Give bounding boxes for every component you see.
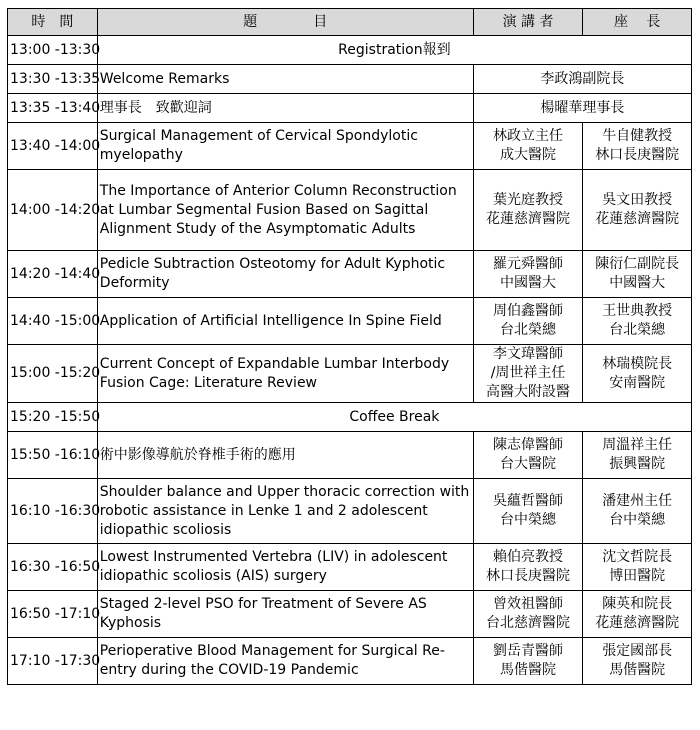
time-cell: 16:50 -17:10 [8, 591, 98, 638]
header-row [8, 9, 692, 36]
table-row [8, 479, 692, 544]
table-row [8, 170, 692, 251]
chair-name: 周溫祥主任 [602, 437, 673, 453]
chair-name: 潘建州主任 [602, 493, 673, 509]
speaker-chair-merged: 李政鴻副院長 [473, 65, 691, 94]
topic-cell: Current Concept of Expandable Lumbar Interbody Fusion Cage: Literature Review [97, 345, 473, 403]
speaker-affiliation: 花蓮慈濟醫院 [486, 211, 571, 227]
chair-cell [583, 544, 692, 591]
speaker-affiliation: 馬偕醫院 [500, 662, 557, 678]
header-speaker: 演 講 者 [473, 9, 583, 36]
speaker-affiliation: 中國醫大 [500, 275, 557, 291]
time-cell: 13:00 -13:30 [8, 36, 98, 65]
speaker-name: 周伯鑫醫師 [493, 303, 564, 319]
time-cell: 16:30 -16:50 [8, 544, 98, 591]
table-row [8, 298, 692, 345]
time-cell: 13:35 -13:40 [8, 94, 98, 123]
table-row [8, 345, 692, 403]
topic-cell: 理事長 致歡迎詞 [97, 94, 473, 123]
chair-cell [583, 251, 692, 298]
topic-cell: Perioperative Blood Management for Surgical Re-entry during the COVID-19 Pandemic [97, 638, 473, 685]
chair-name: 牛自健教授 [602, 128, 673, 144]
chair-cell [583, 591, 692, 638]
speaker-cell [473, 544, 583, 591]
topic-cell: 術中影像導航於脊椎手術的應用 [97, 432, 473, 479]
table-row [8, 94, 692, 123]
chair-affiliation: 博田醫院 [609, 568, 666, 584]
topic-cell: Shoulder balance and Upper thoracic correction with robotic assistance in Lenke 1 and 2 adolescent idiopathic scoliosis [97, 479, 473, 544]
speaker-affiliation: 台北慈濟醫院 [486, 615, 571, 631]
chair-cell [583, 638, 692, 685]
speaker-cell [473, 251, 583, 298]
speaker-cell [473, 123, 583, 170]
table-row [8, 403, 692, 432]
speaker-cell [473, 345, 583, 403]
table-row [8, 591, 692, 638]
table-row [8, 65, 692, 94]
time-cell: 17:10 -17:30 [8, 638, 98, 685]
chair-cell [583, 170, 692, 251]
speaker-name: 賴伯亮教授 [493, 549, 564, 565]
chair-name: 林瑞模院長 [602, 355, 673, 372]
topic-cell: Staged 2-level PSO for Treatment of Severe AS Kyphosis [97, 591, 473, 638]
chair-affiliation: 馬偕醫院 [609, 662, 666, 678]
chair-affiliation: 台中榮總 [609, 512, 666, 528]
speaker-name: 吳蘊哲醫師 [493, 493, 564, 509]
header-time: 時 間 [8, 9, 98, 36]
time-cell: 16:10 -16:30 [8, 479, 98, 544]
chair-cell [583, 432, 692, 479]
speaker-name: 李文瑋醫師 [493, 346, 564, 362]
chair-cell [583, 345, 692, 403]
agenda-table-container [7, 8, 692, 685]
speaker-cell [473, 638, 583, 685]
chair-name: 王世典教授 [602, 303, 673, 319]
table-row [8, 544, 692, 591]
speaker-name: 陳志偉醫師 [493, 437, 564, 453]
speaker-affiliation: 台北榮總 [500, 322, 557, 338]
agenda-table [7, 8, 692, 685]
table-row [8, 251, 692, 298]
topic-cell: Welcome Remarks [97, 65, 473, 94]
chair-affiliation: 振興醫院 [609, 456, 666, 472]
chair-name: 陳英和院長 [602, 596, 673, 612]
speaker-cell [473, 591, 583, 638]
table-row [8, 36, 692, 65]
speaker-cell [473, 479, 583, 544]
speaker-name: 劉岳青醫師 [493, 643, 564, 659]
speaker-affiliation: 高醫大附設醫 [486, 384, 571, 400]
topic-cell: The Importance of Anterior Column Reconstruction at Lumbar Segmental Fusion Based on Sagittal Alignment Study of the Asymptomatic Adults [97, 170, 473, 251]
table-row [8, 123, 692, 170]
header-topic: 題 目 [97, 9, 473, 36]
speaker-name: 葉光庭教授 [493, 192, 564, 208]
speaker-name: 林政立主任 [493, 128, 564, 144]
speaker-name: 曾效祖醫師 [493, 596, 564, 612]
time-cell: 15:50 -16:10 [8, 432, 98, 479]
time-cell: 15:00 -15:20 [8, 345, 98, 403]
speaker-cell [473, 432, 583, 479]
speaker-cell [473, 298, 583, 345]
speaker-affiliation: 台中榮總 [500, 512, 557, 528]
chair-affiliation: 花蓮慈濟醫院 [595, 615, 680, 631]
chair-cell [583, 298, 692, 345]
chair-name: 陳衍仁副院長 [595, 256, 680, 272]
chair-cell [583, 123, 692, 170]
table-row [8, 638, 692, 685]
chair-affiliation: 中國醫大 [609, 275, 666, 291]
table-row [8, 432, 692, 479]
speaker-cell [473, 170, 583, 251]
chair-name: 吳文田教授 [602, 192, 673, 208]
chair-affiliation: 林口長庚醫院 [595, 147, 680, 163]
chair-name: 張定國部長 [602, 643, 673, 659]
topic-cell: Application of Artificial Intelligence In Spine Field [97, 298, 473, 345]
chair-affiliation: 花蓮慈濟醫院 [595, 211, 680, 227]
span-cell: Registration報到 [97, 36, 691, 65]
chair-name: 沈文哲院長 [602, 549, 673, 565]
chair-cell [583, 479, 692, 544]
speaker-name: 羅元舜醫師 [493, 256, 564, 272]
chair-affiliation: 台北榮總 [609, 322, 666, 338]
speaker-affiliation: 林口長庚醫院 [486, 568, 571, 584]
chair-affiliation: 安南醫院 [609, 374, 666, 391]
time-cell: 14:40 -15:00 [8, 298, 98, 345]
time-cell: 14:00 -14:20 [8, 170, 98, 251]
speaker-chair-merged: 楊曜華理事長 [473, 94, 691, 123]
span-cell: Coffee Break [97, 403, 691, 432]
topic-cell: Lowest Instrumented Vertebra (LIV) in adolescent idiopathic scoliosis (AIS) surgery [97, 544, 473, 591]
time-cell: 13:30 -13:35 [8, 65, 98, 94]
speaker-affiliation: 台大醫院 [500, 456, 557, 472]
speaker-name-2: /周世祥主任 [490, 365, 566, 381]
time-cell: 13:40 -14:00 [8, 123, 98, 170]
time-cell: 15:20 -15:50 [8, 403, 98, 432]
speaker-affiliation: 成大醫院 [500, 147, 557, 163]
topic-cell: Pedicle Subtraction Osteotomy for Adult Kyphotic Deformity [97, 251, 473, 298]
topic-cell: Surgical Management of Cervical Spondylotic myelopathy [97, 123, 473, 170]
time-cell: 14:20 -14:40 [8, 251, 98, 298]
header-chair: 座 長 [583, 9, 692, 36]
